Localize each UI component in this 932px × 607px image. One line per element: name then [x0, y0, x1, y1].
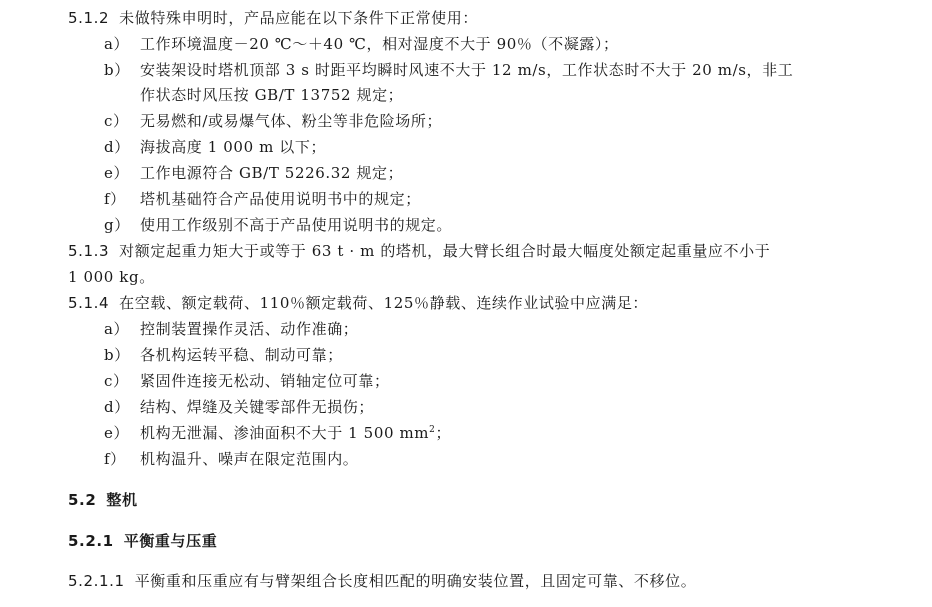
clause-5-1-4 — [68, 293, 648, 313]
clause-number: 5.1.2 — [68, 9, 110, 27]
list-item — [104, 137, 326, 157]
list-marker: a） — [104, 35, 130, 53]
list-marker: a） — [104, 320, 130, 338]
list-item-continuation — [140, 85, 403, 105]
list-marker: c） — [104, 112, 129, 130]
list-marker: d） — [104, 138, 130, 156]
list-item-text: 安装架设时塔机顶部 3 s 时距平均瞬时风速不大于 12 m/s，工作状态时不大于 20 m/s，非工 — [140, 61, 794, 79]
list-item-text: 塔机基础符合产品使用说明书中的规定； — [140, 190, 421, 208]
list-item-text: 使用工作级别不高于产品使用说明书的规定。 — [140, 216, 453, 234]
list-item-text: 作状态时风压按 GB/T 13752 规定； — [140, 86, 404, 104]
clause-number: 5.2.1.1 — [68, 572, 125, 590]
list-marker: g） — [104, 216, 130, 234]
superscript: 2 — [429, 425, 436, 435]
list-item — [104, 319, 358, 339]
list-marker: c） — [104, 372, 129, 390]
section-number: 5.2.1 — [68, 532, 114, 550]
list-item-tail: ； — [435, 424, 452, 442]
list-item-text: 无易燃和/或易爆气体、粉尘等非危险场所； — [140, 112, 443, 130]
list-marker: b） — [104, 61, 130, 79]
list-item — [104, 449, 358, 469]
clause-text: 1 000 kg。 — [68, 268, 155, 286]
list-item — [104, 215, 452, 235]
list-item-text: 海拔高度 1 000 m 以下； — [140, 138, 327, 156]
clause-number: 5.1.4 — [68, 294, 110, 312]
list-item-text: 各机构运转平稳、制动可靠； — [140, 346, 343, 364]
clause-5-2-1-1 — [68, 571, 696, 591]
clause-text: 在空载、额定载荷、110％额定载荷、125％静载、连续作业试验中应满足： — [119, 294, 649, 312]
list-item-text: 机构温升、噪声在限定范围内。 — [140, 450, 359, 468]
clause-5-1-3 — [68, 241, 770, 261]
list-item — [104, 60, 793, 80]
list-marker: e） — [104, 424, 130, 442]
section-title: 整机 — [106, 491, 138, 509]
clause-text: 未做特殊申明时，产品应能在以下条件下正常使用： — [119, 9, 478, 27]
list-marker: f） — [104, 190, 126, 208]
list-item-text: 结构、焊缝及关键零部件无损伤； — [140, 398, 375, 416]
list-item — [104, 163, 403, 183]
list-item — [104, 423, 451, 443]
list-item — [104, 345, 343, 365]
list-item — [104, 34, 619, 54]
clause-text: 对额定起重力矩大于或等于 63 t · m 的塔机，最大臂长组合时最大幅度处额定起重量应不小于 — [119, 242, 771, 260]
section-number: 5.2 — [68, 491, 97, 509]
section-heading-5-2-1 — [68, 531, 217, 551]
list-item-text: 工作环境温度－20 ℃～＋40 ℃，相对湿度不大于 90％（不凝露）； — [140, 35, 619, 53]
list-item — [104, 189, 421, 209]
clause-5-1-2 — [68, 8, 478, 28]
clause-number: 5.1.3 — [68, 242, 110, 260]
list-item — [104, 397, 374, 417]
list-item-text: 紧固件连接无松动、销轴定位可靠； — [140, 372, 390, 390]
list-marker: f） — [104, 450, 126, 468]
list-item — [104, 111, 442, 131]
list-item — [104, 371, 390, 391]
list-marker: d） — [104, 398, 130, 416]
list-item-text: 控制装置操作灵活、动作准确； — [140, 320, 359, 338]
list-marker: e） — [104, 164, 130, 182]
list-item-text: 工作电源符合 GB/T 5226.32 规定； — [140, 164, 404, 182]
clause-text: 平衡重和压重应有与臂架组合长度相匹配的明确安装位置，且固定可靠、不移位。 — [134, 572, 697, 590]
list-marker: b） — [104, 346, 130, 364]
section-title: 平衡重与压重 — [123, 532, 218, 550]
clause-continuation — [68, 267, 155, 287]
list-item-text: 机构无泄漏、渗油面积不大于 1 500 mm — [140, 424, 430, 442]
section-heading-5-2 — [68, 490, 138, 510]
